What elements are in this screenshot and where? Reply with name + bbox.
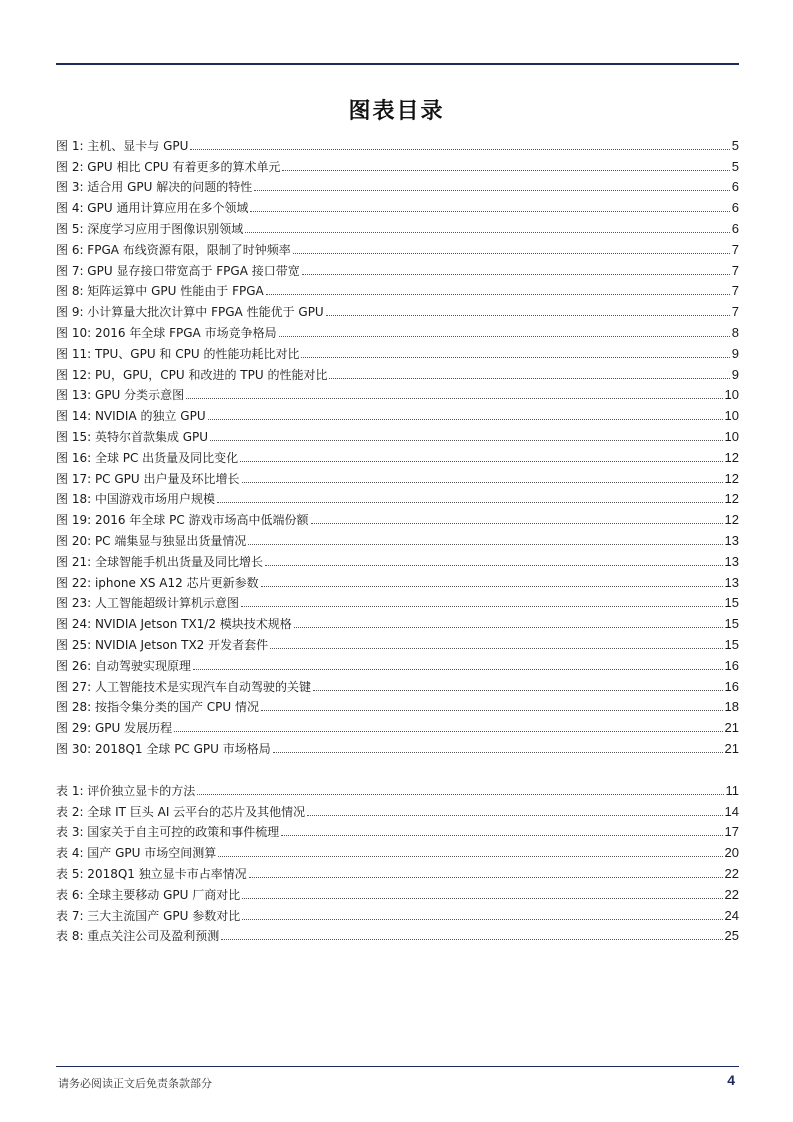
dot-leader [261,710,723,711]
toc-entry-page: 6 [731,200,739,216]
toc-entry-page: 7 [731,262,739,278]
dot-leader [249,877,723,878]
toc-entry-label: 图 12: PU，GPU，CPU 和改进的 TPU 的性能对比 [56,367,328,382]
toc-entry-label: 表 8: 重点关注公司及盈利预测 [56,929,220,944]
dot-leader [240,461,722,462]
dot-leader [266,294,730,295]
toc-entry-page: 11 [725,782,739,798]
header-rule [56,63,739,65]
toc-entry-page: 8 [731,324,739,340]
toc-entry[interactable] [56,860,739,881]
toc-entry[interactable] [56,673,739,694]
toc-entry[interactable] [56,174,739,195]
dot-leader [311,523,723,524]
toc-entry-label: 表 6: 全球主要移动 GPU 厂商对比 [56,887,241,902]
toc-entry-page: 15 [724,616,739,632]
toc-entry-label: 图 25: NVIDIA Jetson TX2 开发者套件 [56,637,269,652]
toc-entry[interactable] [56,590,739,611]
toc-entry[interactable] [56,735,739,756]
dot-leader [293,253,730,254]
dot-leader [273,752,723,753]
toc-entry[interactable] [56,839,739,860]
toc-entry-page: 22 [724,886,739,902]
toc-entry-page: 15 [724,595,739,611]
toc-entry-label: 图 22: iphone XS A12 芯片更新参数 [56,575,259,590]
page-number: 4 [727,1072,735,1088]
dot-leader [190,149,729,150]
toc-entry-page: 20 [724,845,739,861]
dot-leader [313,690,723,691]
dot-leader [208,419,723,420]
toc-entry-label: 表 4: 国产 GPU 市场空间测算 [56,846,217,861]
toc-entry-page: 12 [724,470,739,486]
toc-entry-page: 13 [724,532,739,548]
toc-entry-label: 表 1: 评价独立显卡的方法 [56,783,196,798]
dot-leader [329,378,729,379]
toc-entry[interactable] [56,465,739,486]
toc-entry-label: 图 3: 适合用 GPU 解决的问题的特性 [56,180,253,195]
toc-entry-label: 图 10: 2016 年全球 FPGA 市场竞争格局 [56,325,277,340]
dot-leader [248,544,722,545]
dot-leader [186,398,722,399]
dot-leader [245,232,729,233]
toc-entry-label: 图 29: GPU 发展历程 [56,721,173,736]
dot-leader [261,586,723,587]
toc-entry[interactable] [56,340,739,361]
toc-entry-page: 12 [724,449,739,465]
toc-entry[interactable] [56,132,739,153]
toc-entry-page: 5 [731,137,739,153]
toc-entry-label: 图 27: 人工智能技术是实现汽车自动驾驶的关键 [56,679,311,694]
toc-entry-page: 6 [731,220,739,236]
toc-entry-label: 表 2: 全球 IT 巨头 AI 云平台的芯片及其他情况 [56,804,306,819]
toc-entry-page: 25 [724,928,739,944]
toc-entry[interactable] [56,819,739,840]
toc-entry[interactable] [56,215,739,236]
dot-leader [279,336,730,337]
toc-entry[interactable] [56,527,739,548]
toc-entry-label: 图 5: 深度学习应用于图像识别领域 [56,221,244,236]
toc-entry-page: 10 [724,428,739,444]
toc-entry-label: 图 16: 全球 PC 出货量及同比变化 [56,450,239,465]
toc-entry[interactable] [56,298,739,319]
toc-entry-page: 5 [731,158,739,174]
toc-entry[interactable] [56,777,739,798]
toc-entry[interactable] [56,382,739,403]
toc-entry-page: 9 [731,366,739,382]
dot-leader [250,211,729,212]
toc-entry[interactable] [56,714,739,735]
toc-entry-label: 表 5: 2018Q1 独立显卡市占率情况 [56,866,247,881]
toc-entry-page: 22 [724,865,739,881]
toc-entry-label: 图 13: GPU 分类示意图 [56,388,185,403]
toc-entry-page: 16 [724,678,739,694]
toc-entry-label: 表 3: 国家关于自主可控的政策和事件梳理 [56,825,280,840]
toc-entry[interactable] [56,194,739,215]
toc-entry-page: 16 [724,657,739,673]
toc-entry[interactable] [56,631,739,652]
toc-entry[interactable] [56,881,739,902]
toc-entry[interactable] [56,402,739,423]
toc-entry-page: 10 [724,408,739,424]
toc-entry[interactable] [56,361,739,382]
toc-entry-label: 图 7: GPU 显存接口带宽高于 FPGA 接口带宽 [56,263,300,278]
toc-entry-page: 12 [724,491,739,507]
toc-entry[interactable] [56,506,739,527]
toc-entry-label: 图 6: FPGA 布线资源有限，限制了时钟频率 [56,242,291,257]
toc-entry-label: 图 14: NVIDIA 的独立 GPU [56,409,206,424]
toc-entry-label: 图 21: 全球智能手机出货量及同比增长 [56,554,263,569]
toc-entry[interactable] [56,153,739,174]
dot-leader [174,731,722,732]
dot-leader [301,357,729,358]
toc-entry[interactable] [56,257,739,278]
toc-entry-label: 图 20: PC 端集显与独显出货量情况 [56,533,247,548]
toc-entry[interactable] [56,798,739,819]
toc-entry[interactable] [56,569,739,590]
toc-entry-page: 9 [731,345,739,361]
toc-entry-label: 表 7: 三大主流国产 GPU 参数对比 [56,908,241,923]
toc-entry[interactable] [56,652,739,673]
toc-entry-label: 图 30: 2018Q1 全球 PC GPU 市场格局 [56,741,271,756]
toc-entry-page: 7 [731,304,739,320]
toc-entry-page: 12 [724,512,739,528]
footer-disclaimer: 请务必阅读正文后免责条款部分 [58,1077,212,1090]
dot-leader [302,274,730,275]
toc-entry-page: 6 [731,179,739,195]
toc-entry-label: 图 23: 人工智能超级计算机示意图 [56,596,239,611]
toc-entry[interactable] [56,236,739,257]
toc-entry-label: 图 26: 自动驾驶实现原理 [56,658,191,673]
toc-entry[interactable] [56,694,739,715]
dot-leader [265,565,723,566]
toc-entry-label: 图 18: 中国游戏市场用户规模 [56,492,215,507]
dot-leader [242,482,723,483]
toc-entry-label: 图 19: 2016 年全球 PC 游戏市场高中低端份额 [56,513,309,528]
toc-entry[interactable] [56,278,739,299]
toc-entry-page: 15 [724,636,739,652]
toc-entry-page: 10 [724,387,739,403]
toc-entry-label: 图 17: PC GPU 出户量及环比增长 [56,471,240,486]
toc-entry-page: 13 [724,553,739,569]
toc-entry-label: 图 4: GPU 通用计算应用在多个领域 [56,201,249,216]
dot-leader [282,170,729,171]
dot-leader [241,606,723,607]
toc-entry-label: 图 9: 小计算量大批次计算中 FPGA 性能优于 GPU [56,305,324,320]
toc-entry-page: 14 [724,803,739,819]
toc-entry-label: 图 15: 英特尔首款集成 GPU [56,429,209,444]
toc-entry-page: 21 [724,740,739,756]
dot-leader [197,794,723,795]
toc-entry[interactable] [56,923,739,944]
toc-entry-label: 图 24: NVIDIA Jetson TX1/2 模块技术规格 [56,617,292,632]
dot-leader [254,190,730,191]
toc-entry-page: 7 [731,283,739,299]
toc-entry[interactable] [56,444,739,465]
dot-leader [307,815,722,816]
toc-entry-label: 图 8: 矩阵运算中 GPU 性能由于 FPGA [56,284,264,299]
table-list [56,777,739,943]
toc-entry-page: 21 [724,720,739,736]
dot-leader [193,669,723,670]
toc-entry-label: 图 1: 主机、显卡与 GPU [56,138,189,153]
footer-rule [56,1066,739,1067]
toc-entry-label: 图 28: 按指令集分类的国产 CPU 情况 [56,700,259,715]
toc-entry-page: 17 [724,824,739,840]
toc-entry[interactable] [56,548,739,569]
dot-leader [221,939,722,940]
toc-entry[interactable] [56,423,739,444]
dot-leader [217,502,723,503]
toc-entry-page: 13 [724,574,739,590]
dot-leader [218,856,722,857]
figure-list [56,132,739,756]
toc-entry[interactable] [56,319,739,340]
toc-entry[interactable] [56,610,739,631]
dot-leader [210,440,722,441]
toc-entry-page: 24 [724,907,739,923]
dot-leader [270,648,722,649]
toc-entry-page: 7 [731,241,739,257]
dot-leader [281,835,722,836]
toc-entry[interactable] [56,486,739,507]
toc-entry-page: 18 [724,699,739,715]
toc-entry-label: 图 11: TPU、GPU 和 CPU 的性能功耗比对比 [56,346,300,361]
toc-entry[interactable] [56,902,739,923]
dot-leader [294,627,723,628]
dot-leader [242,898,722,899]
dot-leader [326,315,730,316]
toc-entry-label: 图 2: GPU 相比 CPU 有着更多的算术单元 [56,159,281,174]
page-title: 图表目录 [348,99,445,124]
dot-leader [242,919,722,920]
